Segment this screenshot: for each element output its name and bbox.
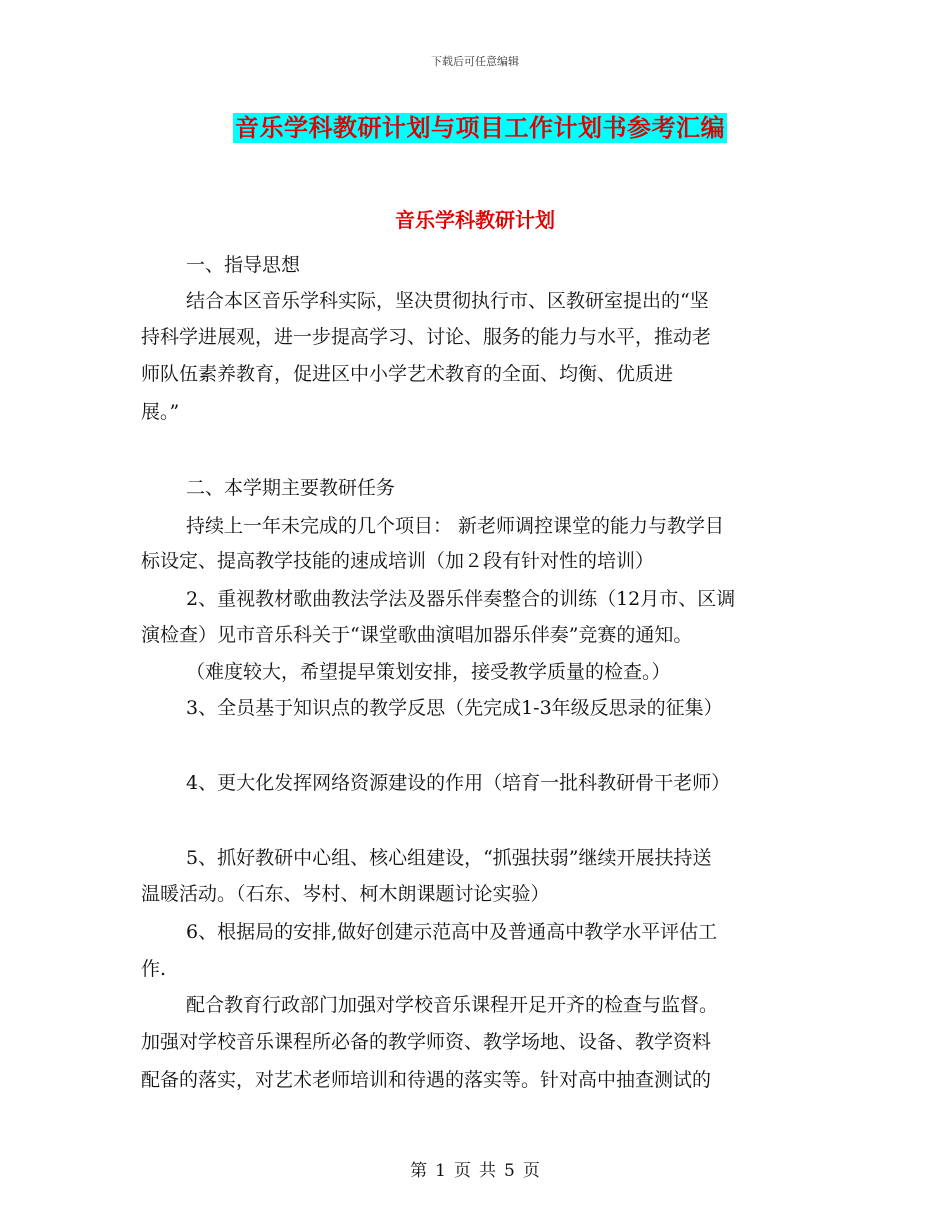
paragraph-line: 加强对学校音乐课程所必备的教学师资、教学场地、设备、教学资料 [141,1031,712,1053]
heading-main-tasks: 二、本学期主要教研任务 [186,477,396,499]
paragraph-line: 师队伍素养教育，促进区中小学艺术教育的全面、均衡、优质进 [141,363,674,385]
list-item-4: 4、更大化发挥网络资源建设的作用（培育一批科教研骨干老师） [186,772,731,794]
paragraph-line: （难度较大，希望提早策划安排，接受教学质量的检查。） [186,661,671,683]
section-title: 音乐学科教研计划 [395,208,555,232]
paragraph-line: 配合教育行政部门加强对学校音乐课程开足开齐的检查与监督。 [186,994,719,1016]
paragraph-line: 持科学进展观，进一步提高学习、讨论、服务的能力与水平，推动老 [141,326,712,348]
list-item-6: 6、根据局的安排,做好创建示范高中及普通高中教学水平评估工 [186,921,718,943]
paragraph-line: 配备的落实，对艺术老师培训和待遇的落实等。针对高中抽查测试的 [141,1069,712,1091]
paragraph-line: 作. [141,958,167,980]
paragraph-line: 持续上一年未完成的几个项目： 新老师调控课堂的能力与教学目 [186,515,725,537]
footer-total-number: 5 [504,1161,515,1181]
paragraph-line: 结合本区音乐学科实际，坚决贯彻执行市、区教研室提出的“坚 [186,290,709,312]
footer-total-unit: 页 [522,1161,540,1181]
list-item-5: 5、抓好教研中心组、核心组建设，“抓强扶弱”继续开展扶持送 [186,847,712,869]
heading-guiding-thought: 一、指导思想 [186,254,301,276]
list-item-2: 2、重视教材歌曲教法学法及器乐伴奏整合的训练（12月市、区调 [186,588,736,610]
paragraph-line: 标设定、提高教学技能的速成培训（加２段有针对性的培训） [141,550,655,572]
document-title: 音乐学科教研计划与项目工作计划书参考汇编 [235,114,725,142]
paragraph-line: 温暖活动。（石东、岑村、柯木朗课题讨论实验） [141,883,550,905]
list-item-3: 3、全员基于知识点的教学反思（先完成1-3年级反思录的征集） [186,697,723,719]
footer-page-number: 1 [435,1161,446,1181]
paragraph-line: 展。” [141,401,180,423]
header-note: 下载后可任意编辑 [431,55,519,68]
footer-page-label: 第 [410,1161,428,1181]
paragraph-line: 演检查）见市音乐科关于“课堂歌曲演唱加器乐伴奏”竞赛的通知。 [141,624,693,646]
footer-total-label: 共 [479,1161,496,1181]
footer-page-unit: 页 [454,1161,471,1181]
page-footer [0,1156,950,1181]
